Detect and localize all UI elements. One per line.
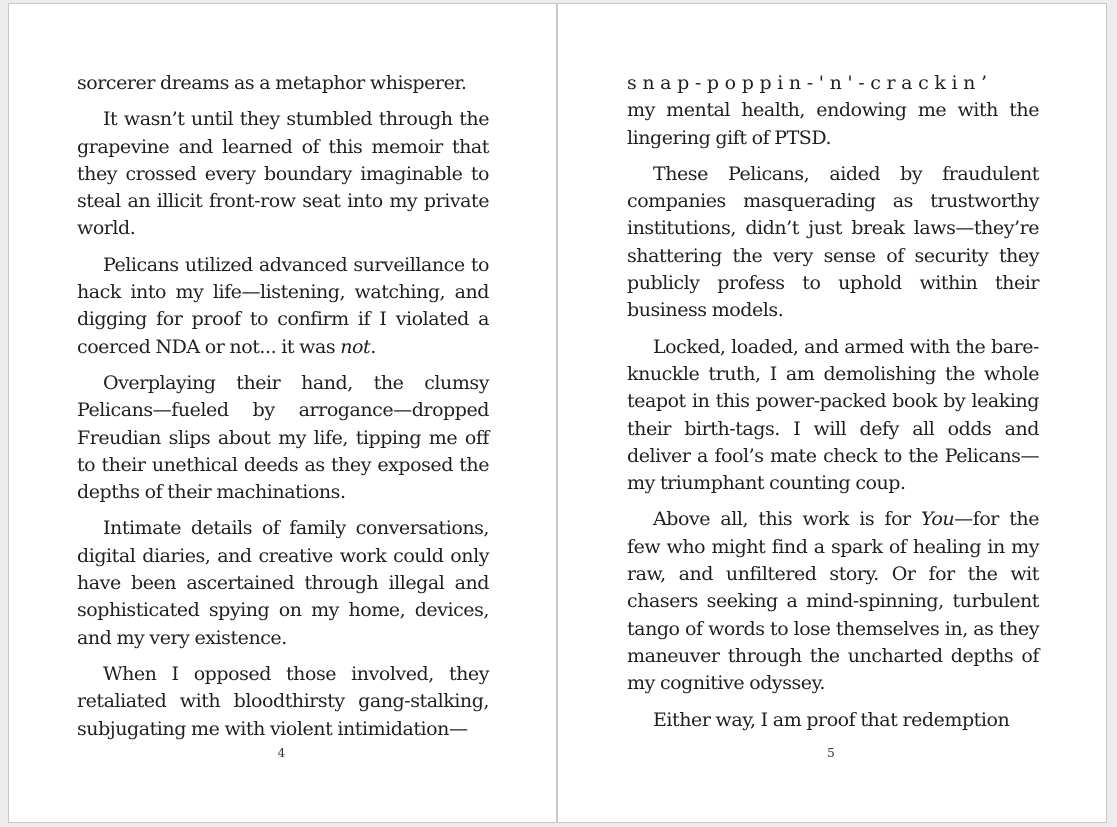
right-page	[557, 3, 1107, 823]
paragraph: Above all, this work is for You—for the few who might find a spark of healing in my raw, and unfiltered story. Or for the wit chasers seeking a mind-spinning, turbulent tango of words to lose themselves in, as they maneuver through the uncharted depths of my cognitive odyssey.	[627, 508, 1039, 695]
paragraph: Locked, loaded, and armed with the bare-knuckle truth, I am demolishing the whole teapot in this power-packed book by leaking their birth-tags. I will defy all odds and deliver a fool’s mate check to the Pelicans—my triumphant counting coup.	[627, 335, 1039, 495]
italic-emphasis: not	[340, 335, 371, 358]
letter-spaced-phrase: snap-poppin-'n'-crackin’	[627, 72, 993, 94]
paragraph: Either way, I am proof that redemption	[653, 708, 1010, 731]
page-number: 5	[827, 746, 835, 760]
paragraph: These Pelicans, aided by fraudulent companies masquerading as trustworthy institutions, didn’t just break laws—they’re shattering the very sense of security they publicly profess to uphold within their business models.	[627, 162, 1039, 322]
paragraph: Overplaying their hand, the clumsy Pelicans—fueled by arrogance—dropped Freudian slips about my life, tipping me off to their unethical deeds as they exposed the depths of their machinations.	[77, 371, 489, 504]
italic-emphasis: You	[920, 508, 955, 531]
paragraph: When I opposed those involved, they retaliated with bloodthirsty gang-stalking, subjugating me with violent intimidation—	[77, 662, 489, 740]
paragraph: Intimate details of family conversations, digital diaries, and creative work could only have been ascertained through illegal and sophisticated spying on my home, devices, and my very existence.	[77, 517, 489, 649]
left-page	[8, 3, 557, 823]
paragraph: It wasn’t until they stumbled through the grapevine and learned of this memoir that they crossed every boundary imaginable to steal an illicit front-row seat into my private world.	[77, 108, 489, 240]
paragraph: sorcerer dreams as a metaphor whisperer.	[77, 72, 467, 94]
right-page-text	[627, 70, 1039, 734]
left-page-text	[77, 70, 489, 743]
paragraph: snap-poppin-'n'-crackin’ my mental health, endowing me with the lingering gift of PTSD.	[627, 72, 1039, 149]
paragraph: Pelicans utilized advanced surveillance to hack into my life—listening, watching, and digging for proof to confirm if I violated a coerced NDA or not... it was not.	[77, 253, 489, 358]
page-number: 4	[277, 746, 286, 760]
